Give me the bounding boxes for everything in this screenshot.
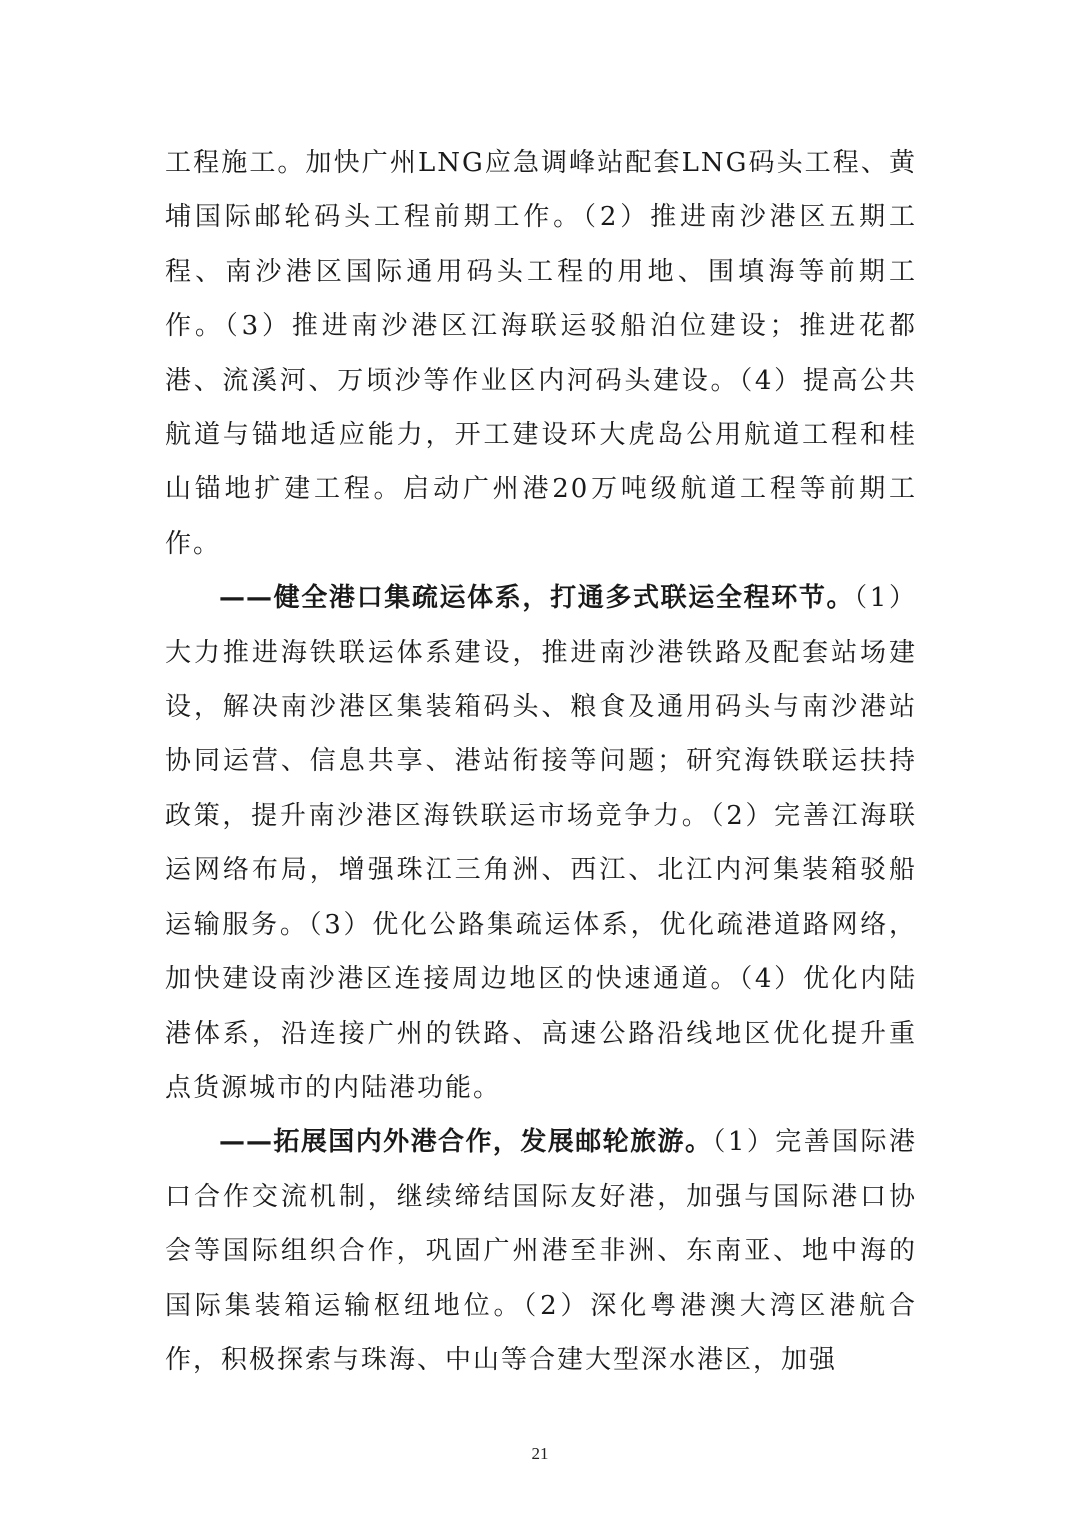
paragraph-1 [165, 136, 917, 571]
paragraph-1-text: 工程施工。加快广州LNG应急调峰站配套LNG码头工程、黄埔国际邮轮码头工程前期工作。（2）推进南沙港区五期工程、南沙港区国际通用码头工程的用地、围填海等前期工作。（3）推进南沙港区江海联运驳船泊位建设；推进花都港、流溪河、万顷沙等作业区内河码头建设。（4）提高公共航道与锚地适应能力，开工建设环大虎岛公用航道工程和桂山锚地扩建工程。启动广州港20万吨级航道工程等前期工作。 [165, 148, 917, 559]
page-number: 21 [531, 1444, 549, 1463]
document-body [165, 136, 917, 1387]
paragraph-3-text: （1）完善国际港口合作交流机制，继续缔结国际友好港，加强与国际港口协会等国际组织合作，巩固广州港至非洲、东南亚、地中海的国际集装箱运输枢纽地位。（2）深化粤港澳大湾区港航合作，积极探索与珠海、中山等合建大型深水港区，加强 [165, 1127, 917, 1375]
paragraph-2 [165, 571, 917, 1115]
paragraph-2-text: （1）大力推进海铁联运体系建设，推进南沙港铁路及配套站场建设，解决南沙港区集装箱码头、粮食及通用码头与南沙港站协同运营、信息共享、港站衔接等问题；研究海铁联运扶持政策，提升南沙港区海铁联运市场竞争力。（2）完善江海联运网络布局，增强珠江三角洲、西江、北江内河集装箱驳船运输服务。（3）优化公路集疏运体系，优化疏港道路网络，加快建设南沙港区连接周边地区的快速通道。（4）优化内陆港体系，沿连接广州的铁路、高速公路沿线地区优化提升重点货源城市的内陆港功能。 [165, 583, 917, 1103]
paragraph-2-heading: ——健全港口集疏运体系，打通多式联运全程环节。 [219, 583, 855, 614]
paragraph-3 [165, 1115, 917, 1387]
paragraph-3-heading: ——拓展国内外港合作，发展邮轮旅游。 [219, 1127, 713, 1158]
